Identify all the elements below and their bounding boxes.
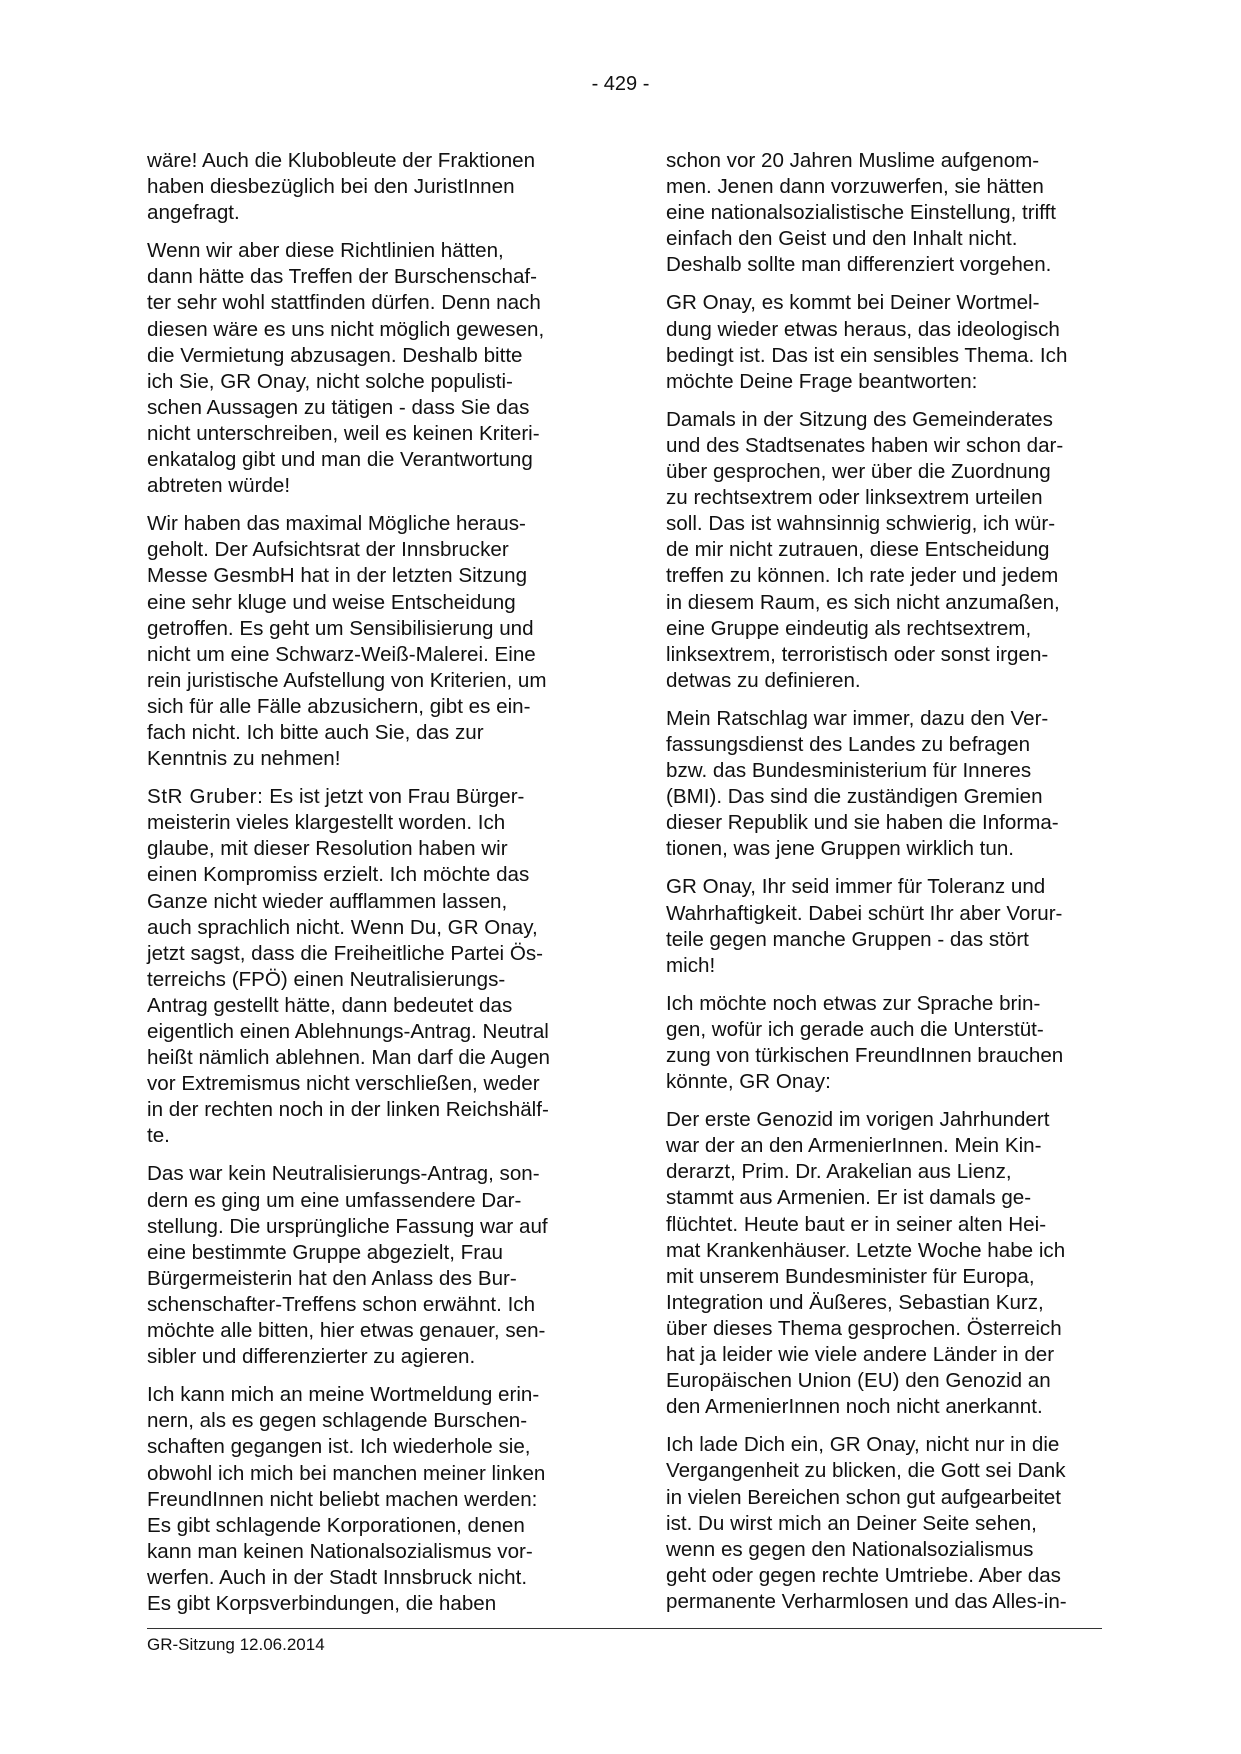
paragraph-line: ist. Du wirst mich an Deiner Seite sehen, (666, 1511, 1037, 1535)
paragraph-line: Europäischen Union (EU) den Genozid an (666, 1369, 1051, 1393)
paragraph-line: (BMI). Das sind die zuständigen Gremien (666, 785, 1043, 809)
paragraph-line: nern, als es gegen schlagende Burschen- (147, 1409, 528, 1433)
paragraph-line: schen Aussagen zu tätigen - dass Sie das (147, 395, 530, 419)
paragraph-line: sibler und differenzierter zu agieren. (147, 1345, 476, 1369)
paragraph-line: terreichs (FPÖ) einen Neutralisierungs- (147, 967, 506, 991)
paragraph-line: meisterin vieles klargestellt worden. Ich (147, 811, 506, 835)
paragraph-line: diesen wäre es uns nicht möglich gewesen, (147, 317, 545, 341)
paragraph-line: glaube, mit dieser Resolution haben wir (147, 837, 508, 861)
speaker-name: StR Gruber: (147, 785, 264, 809)
paragraph-line: und des Stadtsenates haben wir schon dar- (666, 433, 1064, 457)
paragraph-line: permanente Verharmlosen und das Alles-in- (666, 1589, 1067, 1613)
speaker-text: Es ist jetzt von Frau Bürger- (263, 785, 525, 809)
paragraph-line: Wenn wir aber diese Richtlinien hätten, (147, 239, 504, 263)
paragraph-line: haben diesbezüglich bei den JuristInnen (147, 175, 515, 199)
paragraph-line: Mein Ratschlag war immer, dazu den Ver- (666, 706, 1049, 730)
paragraph-line: war der an den ArmenierInnen. Mein Kin- (666, 1134, 1042, 1158)
paragraph-line: getroffen. Es geht um Sensibilisierung und (147, 616, 534, 640)
paragraph (666, 290, 1102, 394)
paragraph (666, 407, 1102, 694)
paragraph-line: angefragt. (147, 201, 240, 225)
paragraph-line: einen Kompromiss erzielt. Ich möchte das (147, 863, 530, 887)
paragraph-line: Antrag gestellt hätte, dann bedeutet das (147, 993, 513, 1017)
paragraph-line: jetzt sagst, dass die Freiheitliche Partei Ös- (147, 941, 544, 965)
paragraph-line: men. Jenen dann vorzuwerfen, sie hätten (666, 175, 1044, 199)
paragraph (666, 706, 1102, 863)
paragraph-line: geht oder gegen rechte Umtriebe. Aber das (666, 1563, 1061, 1587)
paragraph-line: vor Extremismus nicht verschließen, weder (147, 1072, 540, 1096)
paragraph-line: zung von türkischen FreundInnen brauchen (666, 1044, 1064, 1067)
paragraph-line: Es gibt Korpsverbindungen, die haben (147, 1591, 497, 1615)
page-number: - 429 - (591, 73, 650, 95)
paragraph-line: de mir nicht zutrauen, diese Entscheidung (666, 538, 1050, 562)
paragraph-line: soll. Das ist wahnsinnig schwierig, ich wür- (666, 512, 1056, 536)
paragraph-line: nicht unterschreiben, weil es keinen Kriteri- (147, 421, 540, 445)
paragraph-line: bedingt ist. Das ist ein sensibles Thema. Ich (666, 343, 1068, 367)
paragraph-line: wenn es gegen den Nationalsozialismus (666, 1537, 1034, 1561)
paragraph-line: werfen. Auch in der Stadt Innsbruck nicht. (147, 1565, 528, 1589)
paragraph-line: könnte, GR Onay: (666, 1070, 831, 1094)
paragraph-line: die Vermietung abzusagen. Deshalb bitte (147, 343, 523, 367)
paragraph-line: GR Onay, Ihr seid immer für Toleranz und (666, 875, 1046, 899)
paragraph-line: nicht um eine Schwarz-Weiß-Malerei. Eine (147, 642, 536, 666)
paragraph-line: flüchtet. Heute baut er in seiner alten Hei- (666, 1212, 1047, 1236)
paragraph-line: dern es ging um eine umfassendere Dar- (147, 1188, 522, 1212)
paragraph-line: dann hätte das Treffen der Burschenschaf- (147, 265, 538, 289)
paragraph-line: schaften gegangen ist. Ich wiederhole sie, (147, 1435, 531, 1459)
paragraph-line: wäre! Auch die Klubobleute der Fraktionen (147, 149, 536, 172)
paragraph-line: über dieses Thema gesprochen. Österreich (666, 1316, 1062, 1340)
paragraph-line: Vergangenheit zu blicken, die Gott sei Dank (666, 1459, 1066, 1483)
paragraph-line: fassungsdienst des Landes zu befragen (666, 732, 1031, 756)
paragraph-line: treffen zu können. Ich rate jeder und jedem (666, 564, 1059, 588)
paragraph-line: GR Onay, es kommt bei Deiner Wortmel- (666, 291, 1040, 315)
paragraph (666, 874, 1102, 978)
paragraph-line: gen, wofür ich gerade auch die Unterstüt- (666, 1017, 1044, 1041)
paragraph-line: Das war kein Neutralisierungs-Antrag, son- (147, 1162, 540, 1186)
paragraph-line: obwohl ich mich bei manchen meiner linken (147, 1461, 546, 1485)
paragraph-line: schenschafter-Treffens schon erwähnt. Ich (147, 1292, 536, 1316)
paragraph-line: Ich lade Dich ein, GR Onay, nicht nur in die (666, 1433, 1060, 1457)
paragraph-line: Kenntnis zu nehmen! (147, 747, 341, 771)
paragraph (147, 1382, 583, 1617)
paragraph-line: zu rechtsextrem oder linksextrem urteilen (666, 486, 1043, 510)
paragraph-line: sich für alle Fälle abzusichern, gibt es ein- (147, 694, 531, 718)
paragraph-line: eigentlich einen Ablehnungs-Antrag. Neutral (147, 1020, 549, 1043)
paragraph-line: eine nationalsozialistische Einstellung, trifft (666, 201, 1056, 225)
paragraph-line: abtreten würde! (147, 474, 291, 498)
paragraph-line: Messe GesmbH hat in der letzten Sitzung (147, 564, 528, 588)
footer-divider (147, 1628, 1102, 1629)
paragraph-line: Ich kann mich an meine Wortmeldung erin- (147, 1383, 540, 1407)
paragraph-line: mat Krankenhäuser. Letzte Woche habe ich (666, 1238, 1066, 1262)
paragraph-line: in diesem Raum, es sich nicht anzumaßen, (666, 590, 1060, 614)
paragraph-line (147, 784, 583, 810)
paragraph-line: fach nicht. Ich bitte auch Sie, das zur (147, 720, 484, 744)
paragraph-line: mich! (666, 953, 716, 977)
paragraph-line: kann man keinen Nationalsozialismus vor- (147, 1539, 533, 1563)
paragraph-line: stammt aus Armenien. Er ist damals ge- (666, 1186, 1032, 1210)
paragraph-line: möchte Deine Frage beantworten: (666, 369, 978, 393)
paragraph (666, 148, 1102, 278)
paragraph-line: rein juristische Aufstellung von Kriterien, um (147, 668, 547, 692)
paragraph-line: Ich möchte noch etwas zur Sprache brin- (666, 991, 1041, 1015)
paragraph-line: ter sehr wohl stattfinden dürfen. Denn nach (147, 291, 541, 315)
paragraph-line: Bürgermeisterin hat den Anlass des Bur- (147, 1266, 517, 1290)
paragraph (147, 148, 583, 226)
paragraph (147, 238, 583, 499)
paragraph-line: linksextrem, terroristisch oder sonst irgen- (666, 642, 1049, 666)
paragraph-line: Der erste Genozid im vorigen Jahrhundert (666, 1108, 1050, 1132)
paragraph-line: Wir haben das maximal Mögliche heraus- (147, 512, 526, 536)
paragraph-line: te. (147, 1124, 170, 1148)
paragraph-line: detwas zu definieren. (666, 668, 861, 692)
left-column (147, 148, 583, 1629)
paragraph (666, 1107, 1102, 1420)
paragraph-line: möchte alle bitten, hier etwas genauer, sen- (147, 1319, 546, 1343)
paragraph-line: ich Sie, GR Onay, nicht solche populisti- (147, 369, 513, 393)
paragraph-line: Damals in der Sitzung des Gemeinderates (666, 407, 1053, 431)
paragraph-line: teile gegen manche Gruppen - das stört (666, 927, 1029, 951)
paragraph-line: Integration und Äußeres, Sebastian Kurz, (666, 1290, 1044, 1314)
right-column (666, 148, 1102, 1627)
paragraph-line: dung wieder etwas heraus, das ideologisch (666, 317, 1060, 341)
paragraph-line: Es gibt schlagende Korporationen, denen (147, 1513, 525, 1537)
paragraph-line: heißt nämlich ablehnen. Man darf die Augen (147, 1046, 550, 1070)
paragraph (147, 1161, 583, 1370)
paragraph-line: Deshalb sollte man differenziert vorgehen. (666, 253, 1052, 277)
paragraph-line: schon vor 20 Jahren Muslime aufgenom- (666, 149, 1040, 172)
paragraph-line: stellung. Die ursprüngliche Fassung war auf (147, 1214, 548, 1238)
paragraph (147, 511, 583, 772)
paragraph-line: tionen, was jene Gruppen wirklich tun. (666, 837, 1014, 861)
paragraph-line: FreundInnen nicht beliebt machen werden: (147, 1487, 538, 1511)
paragraph-line: dieser Republik und sie haben die Informa- (666, 811, 1059, 835)
paragraph-line: Ganze nicht wieder aufflammen lassen, (147, 889, 508, 913)
paragraph-line: den ArmenierInnen noch nicht anerkannt. (666, 1395, 1043, 1419)
paragraph-line: hat ja leider wie viele andere Länder in der (666, 1343, 1055, 1367)
paragraph-line: auch sprachlich nicht. Wenn Du, GR Onay, (147, 915, 538, 939)
paragraph-line: geholt. Der Aufsichtsrat der Innsbrucker (147, 538, 509, 562)
paragraph-line: eine sehr kluge und weise Entscheidung (147, 590, 516, 614)
paragraph-line: in der rechten noch in der linken Reichshälf- (147, 1098, 549, 1122)
paragraph (666, 1432, 1102, 1615)
paragraph-line: einfach den Geist und den Inhalt nicht. (666, 227, 1018, 251)
paragraph-line: enkatalog gibt und man die Verantwortung (147, 448, 533, 472)
paragraph-line: eine bestimmte Gruppe abgezielt, Frau (147, 1240, 503, 1264)
paragraph-line: mit unserem Bundesminister für Europa, (666, 1264, 1035, 1288)
paragraph-line: Wahrhaftigkeit. Dabei schürt Ihr aber Vorur- (666, 901, 1063, 925)
paragraph (147, 784, 583, 1149)
paragraph-line: über gesprochen, wer über die Zuordnung (666, 460, 1051, 484)
paragraph-line: bzw. das Bundesministerium für Inneres (666, 759, 1032, 783)
paragraph-line: in vielen Bereichen schon gut aufgearbeitet (666, 1485, 1061, 1509)
paragraph (666, 991, 1102, 1095)
paragraph-line: derarzt, Prim. Dr. Arakelian aus Lienz, (666, 1160, 1012, 1184)
footer-session-date: GR-Sitzung 12.06.2014 (147, 1635, 325, 1654)
paragraph-line: eine Gruppe eindeutig als rechtsextrem, (666, 616, 1032, 640)
